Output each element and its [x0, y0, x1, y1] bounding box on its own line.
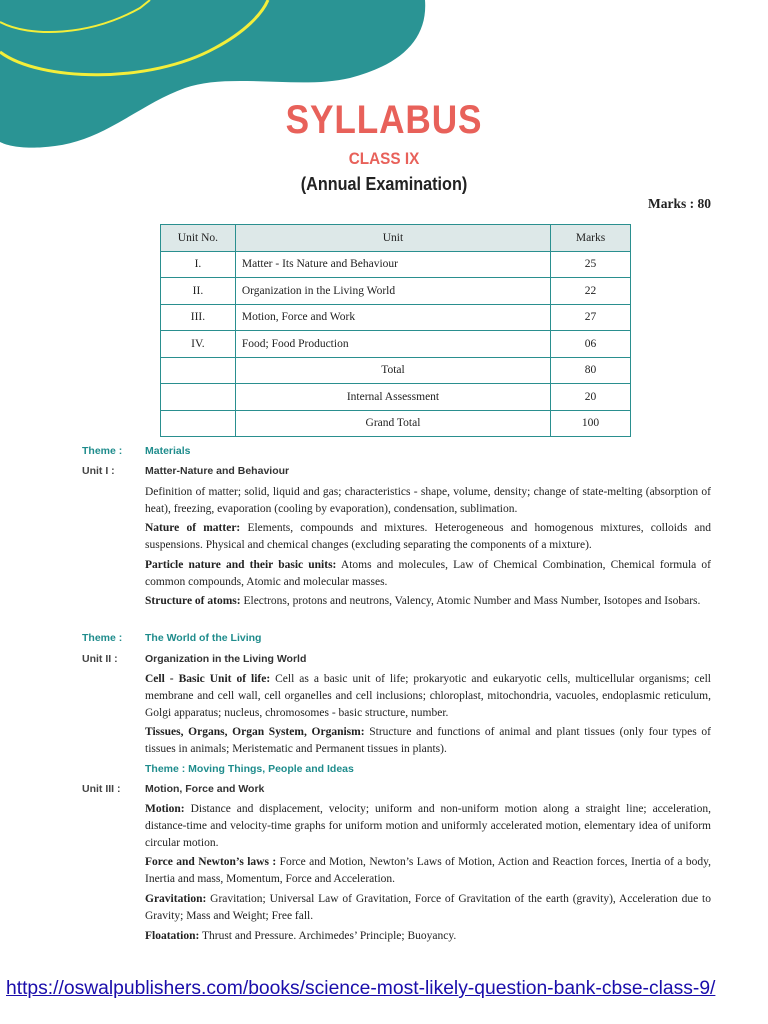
paragraph-tissues-organs: Tissues, Organs, Organ System, Organism: Structure and functions of animal and plant tissues (only four types of tissues in animals; Meristematic and Permanent tissues in plants). — [145, 726, 711, 755]
marks-cell: 27 — [551, 304, 631, 331]
unit-3-label: Unit III : — [82, 783, 121, 795]
unit-name-cell: Motion, Force and Work — [235, 304, 550, 331]
unit-name-cell: Matter - Its Nature and Behaviour — [235, 251, 550, 278]
theme-label: Theme : — [82, 445, 123, 457]
table-row — [161, 384, 631, 411]
page-title: SYLLABUS — [285, 98, 483, 142]
unit-no-cell: III. — [161, 304, 236, 331]
table-row — [161, 331, 631, 358]
internal-assessment-cell: Internal Assessment — [235, 384, 550, 411]
column-header: Unit — [235, 225, 550, 252]
table-row — [161, 278, 631, 305]
theme-moving-things: Theme : Moving Things, People and Ideas — [145, 763, 354, 775]
unit-no-cell — [161, 384, 236, 411]
marks-cell: 22 — [551, 278, 631, 305]
table-row — [161, 357, 631, 384]
column-header: Marks — [551, 225, 631, 252]
theme-world-of-living: The World of the Living — [145, 632, 262, 644]
theme-materials: Materials — [145, 445, 191, 457]
unit-2-title: Organization in the Living World — [145, 653, 307, 665]
table-row — [161, 251, 631, 278]
total-label-cell: Total — [235, 357, 550, 384]
paragraph-nature-of-matter: Nature of matter: Elements, compounds and mixtures. Heterogeneous and homogenous mixtures, colloids and suspensions. Physical and chemical changes (excluding separating the components of a mixture). — [145, 522, 712, 551]
unit-no-cell — [161, 410, 236, 437]
publisher-link[interactable]: https://oswalpublishers.com/books/science-most-likely-question-bank-cbse-class-9/ — [6, 978, 716, 999]
marks-cell: 25 — [551, 251, 631, 278]
paragraph-particle-nature: Particle nature and their basic units: Atoms and molecules, Law of Chemical Combination, Chemical formula of common compounds, Atomic and molecular masses. — [145, 559, 711, 588]
unit-no-cell: IV. — [161, 331, 236, 358]
unit-name-cell: Organization in the Living World — [235, 278, 550, 305]
marks-cell: 100 — [551, 410, 631, 437]
column-header: Unit No. — [161, 225, 236, 252]
paragraph-gravitation: Gravitation: Gravitation; Universal Law of Gravitation, Force of Gravitation of the earth (gravity), Acceleration due to Gravity; Mass and Weight; Free fall. — [145, 893, 711, 922]
marks-cell: 80 — [551, 357, 631, 384]
unit-2-label: Unit II : — [82, 653, 118, 665]
table-row — [161, 410, 631, 437]
unit-1-label: Unit I : — [82, 465, 115, 477]
unit-name-cell: Food; Food Production — [235, 331, 550, 358]
theme-label: Theme : — [82, 632, 123, 644]
table-header-row — [161, 225, 631, 252]
marks-table — [160, 224, 631, 437]
table-row — [161, 304, 631, 331]
paragraph-floatation: Floatation: Thrust and Pressure. Archimedes’ Principle; Buoyancy. — [145, 930, 457, 942]
unit-1-title: Matter-Nature and Behaviour — [145, 465, 290, 477]
marks-cell: 20 — [551, 384, 631, 411]
class-label: CLASS IX — [348, 149, 420, 168]
paragraph-motion: Motion: Distance and displacement, velocity; uniform and non-uniform motion along a straight line; acceleration, distance-time and velocity-time graphs for uniform motion and uniformly accelerated motion, elementary idea of uniform circular motion. — [145, 803, 711, 849]
unit-3-title: Motion, Force and Work — [145, 783, 265, 795]
exam-label: (Annual Examination) — [300, 174, 468, 194]
paragraph-force-newton: Force and Newton’s laws : Force and Motion, Newton’s Laws of Motion, Action and Reaction forces, Inertia of a body, Inertia and mass, Momentum, Force and Acceleration. — [145, 856, 711, 885]
unit-no-cell: II. — [161, 278, 236, 305]
unit-no-cell: I. — [161, 251, 236, 278]
total-marks: Marks : 80 — [648, 196, 711, 211]
paragraph-structure-of-atoms: Structure of atoms: Electrons, protons and neutrons, Valency, Atomic Number and Mass Number, Isotopes and Isobars. — [145, 595, 701, 607]
grand-total-cell: Grand Total — [235, 410, 550, 437]
unit-no-cell — [161, 357, 236, 384]
marks-cell: 06 — [551, 331, 631, 358]
paragraph-cell-basic-unit: Cell - Basic Unit of life: Cell as a basic unit of life; prokaryotic and eukaryotic cells, multicellular organisms; cell membrane and cell wall, cell organelles and cell inclusions; chloroplast, mitochondria, vacuoles, endoplasmic reticulum, Golgi apparatus; nucleus, chromosomes - basic structure, number. — [145, 673, 711, 719]
paragraph-matter-definition: Definition of matter; solid, liquid and gas; characteristics - shape, volume, density; change of state-melting (absorption of heat), freezing, evaporation (cooling by evaporation), condensation, sublimation. — [145, 486, 711, 515]
